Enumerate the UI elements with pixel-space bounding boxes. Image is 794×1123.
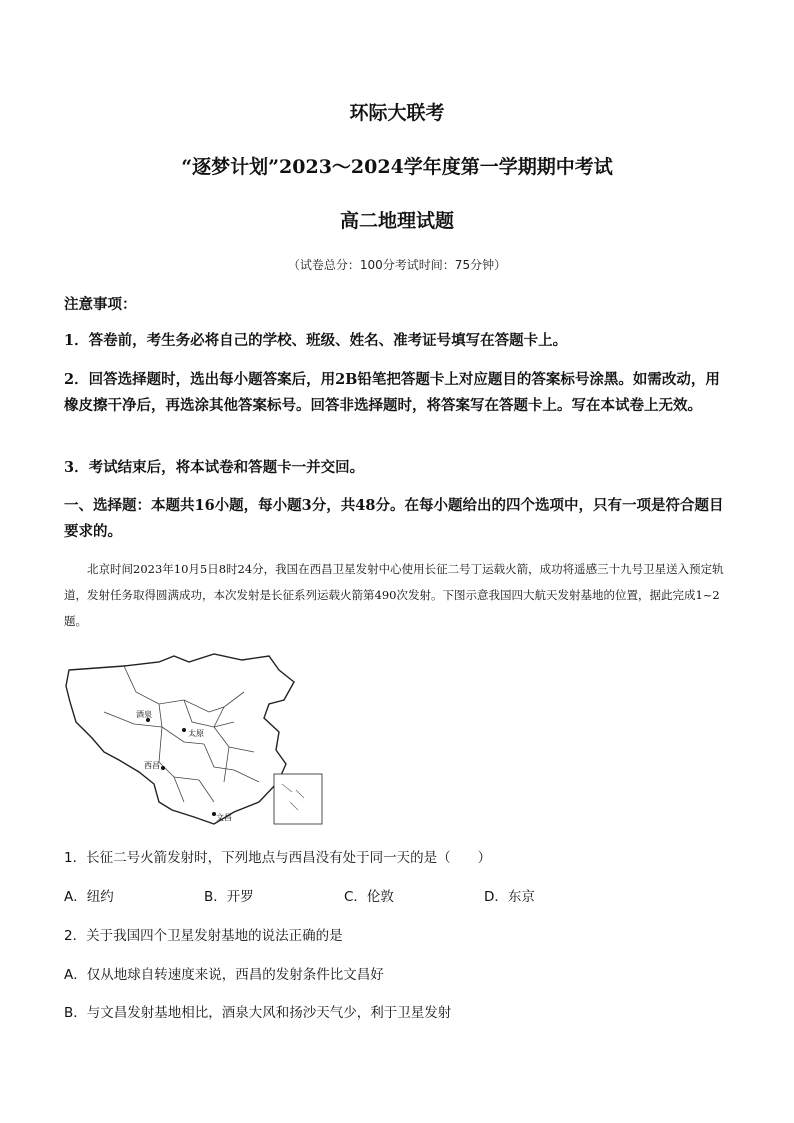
exam-organizer-title: 环际大联考	[349, 102, 445, 124]
label-wenchang: 文昌	[216, 813, 232, 822]
xichang-marker	[161, 766, 165, 770]
label-xichang: 西昌	[144, 761, 160, 770]
exam-name-title: “逐梦计划”2023～2024学年度第一学期期中考试	[181, 156, 613, 178]
note-item-3: 3．考试结束后，将本试卷和答题卡一并交回。	[64, 459, 365, 476]
label-jiuquan: 酒泉	[136, 710, 152, 719]
q1-option-a: A．纽约	[64, 889, 114, 905]
question-2: 2．关于我国四个卫星发射基地的说法正确的是	[64, 928, 343, 944]
section-heading: 一、选择题：本题共16小题，每小题3分，共48分。在每小题给出的四个选项中，只有一项是符合题目要求的。	[64, 497, 724, 540]
question-passage: 北京时间2023年10月5日8时24分，我国在西昌卫星发射中心使用长征二号丁运载火箭，成功将遥感三十九号卫星送入预定轨道，发射任务取得圆满成功，本次发射是长征系列运载火箭第490次发射。下图示意我国四大航天发射基地的位置，据此完成1~2题。	[64, 562, 724, 628]
q1-option-d: D．东京	[484, 889, 535, 905]
exam-info: （试卷总分：100分考试时间：75分钟）	[287, 258, 507, 272]
taiyuan-marker	[182, 728, 186, 732]
south-china-sea-inset	[274, 774, 322, 824]
q2-option-a: A．仅从地球自转速度来说，西昌的发射条件比文昌好	[64, 967, 384, 983]
label-taiyuan: 太原	[188, 729, 204, 738]
q1-option-c: C．伦敦	[344, 889, 394, 905]
china-launch-sites-map	[64, 652, 324, 827]
q2-option-b: B．与文昌发射基地相比，酒泉大风和扬沙天气少，利于卫星发射	[64, 1005, 452, 1021]
note-item-2: 2．回答选择题时，选出每小题答案后，用2B铅笔把答题卡上对应题目的答案标号涂黑。如需改动，用橡皮擦干净后，再选涂其他答案标号。回答非选择题时，将答案写在答题卡上。写在本试卷上无效。	[64, 371, 720, 414]
question-1: 1．长征二号火箭发射时，下列地点与西昌没有处于同一天的是（ ）	[64, 850, 492, 866]
note-item-1: 1．答卷前，考生务必将自己的学校、班级、姓名、准考证号填写在答题卡上。	[64, 332, 568, 349]
notes-title: 注意事项：	[64, 296, 137, 313]
subject-title: 高二地理试题	[339, 210, 454, 232]
q1-option-b: B．开罗	[204, 889, 254, 905]
